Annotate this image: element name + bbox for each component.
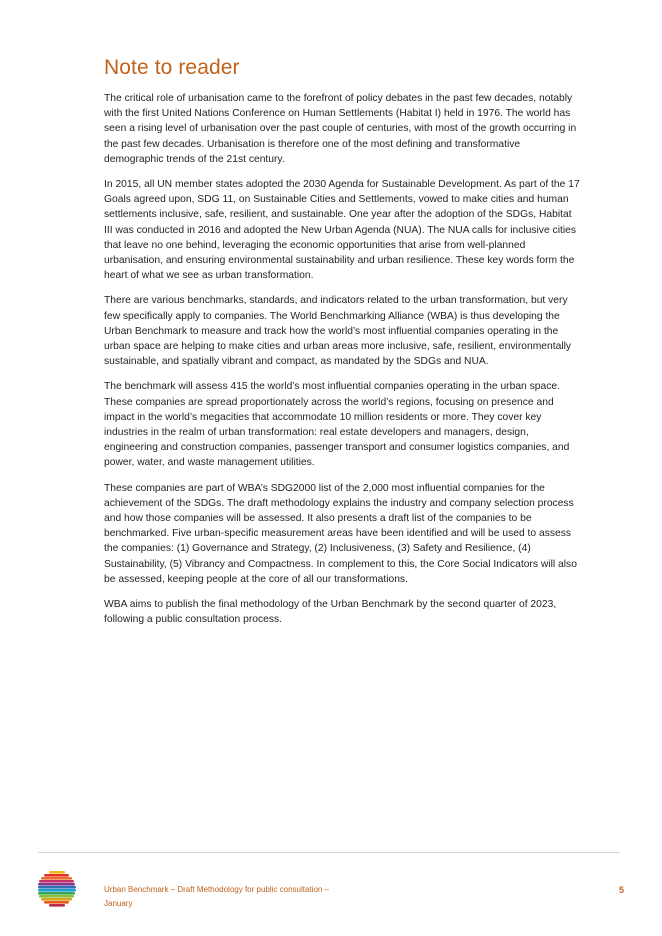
paragraph-4: The benchmark will assess 415 the world’s most influential companies operating in the urban space. These companies are spread proportionately across the world’s regions, focusing on presence and impact in the world’s megacities that accommodate 10 million residents or more. They cover key industries in the realm of urban transformation: real estate developers and managers, design, engineering and construction companies, passenger transport and consumer logistics companies, and power, water, and waste management utilities. [104,381,570,469]
paragraph-5: These companies are part of WBA’s SDG2000 list of the 2,000 most influential companies for the achievement of the SDGs. The draft methodology explains the industry and company selection process and how those companies will be assessed. It also presents a draft list of the companies to be benchmarked. Five urban-specific measurement areas have been identified and will be used to assess the companies: (1) Governance and Strategy, (2) Inclusiveness, (3) Safety and Resilience, (4) Sustainability, (5) Vibrancy and Compactness. In complement to this, the Core Social Indicators will also be assessed, keeping people at the core of all our transformations. [104,482,577,585]
body-text [104,91,580,638]
footer-title-line-1: Urban Benchmark – Draft Methodology for public consultation – [104,885,330,894]
paragraph-1: The critical role of urbanisation came to the forefront of policy debates in the past few decades, notably with the first United Nations Conference on Human Settlements (Habitat I) held in 1976. The world has seen a rising level of urbanisation over the past couple of centuries, with most of the growth occurring in the past few decades. Urbanisation is therefore one of the most defining and transformative demographic trends of the 21st century. [104,93,577,165]
paragraph-3: There are various benchmarks, standards, and indicators related to the urban transformation, but very few specifically apply to companies. The World Benchmarking Alliance (WBA) is thus developing the Urban Benchmark to measure and track how the world’s most influential companies operating in the urban space are helping to make cities and urban areas more inclusive, safe, resilient, environmentally sustainable, and spatially vibrant and compact, as mandated by the SDGs and NUA. [104,295,572,368]
page-number: 5 [618,885,624,895]
logo-stripes [38,871,76,907]
page-title: Note to reader [104,56,240,79]
paragraph-6: WBA aims to publish the final methodology of the Urban Benchmark by the second quarter of 2023, following a public consultation process. [104,599,557,626]
footer-title-line-2: January [104,899,133,908]
paragraph-2: In 2015, all UN member states adopted the 2030 Agenda for Sustainable Development. As part of the 17 Goals agreed upon, SDG 11, on Sustainable Cities and Settlements, vowed to make cities and human settlements inclusive, safe, resilient, and sustainable. One year after the adoption of the SDGs, Habitat III was conducted in 2016 and adopted the New Urban Agenda (NUA). The NUA calls for inclusive cities that leave no one behind, leveraging the economic opportunities that arise from well-planned urbanisation, and ensuring environmental sustainability and urban resilience. These key words form the heart of what we see as urban transformation. [104,179,580,282]
wba-logo-icon [38,871,76,907]
footer-divider [38,852,620,853]
footer-document-title [104,883,344,911]
